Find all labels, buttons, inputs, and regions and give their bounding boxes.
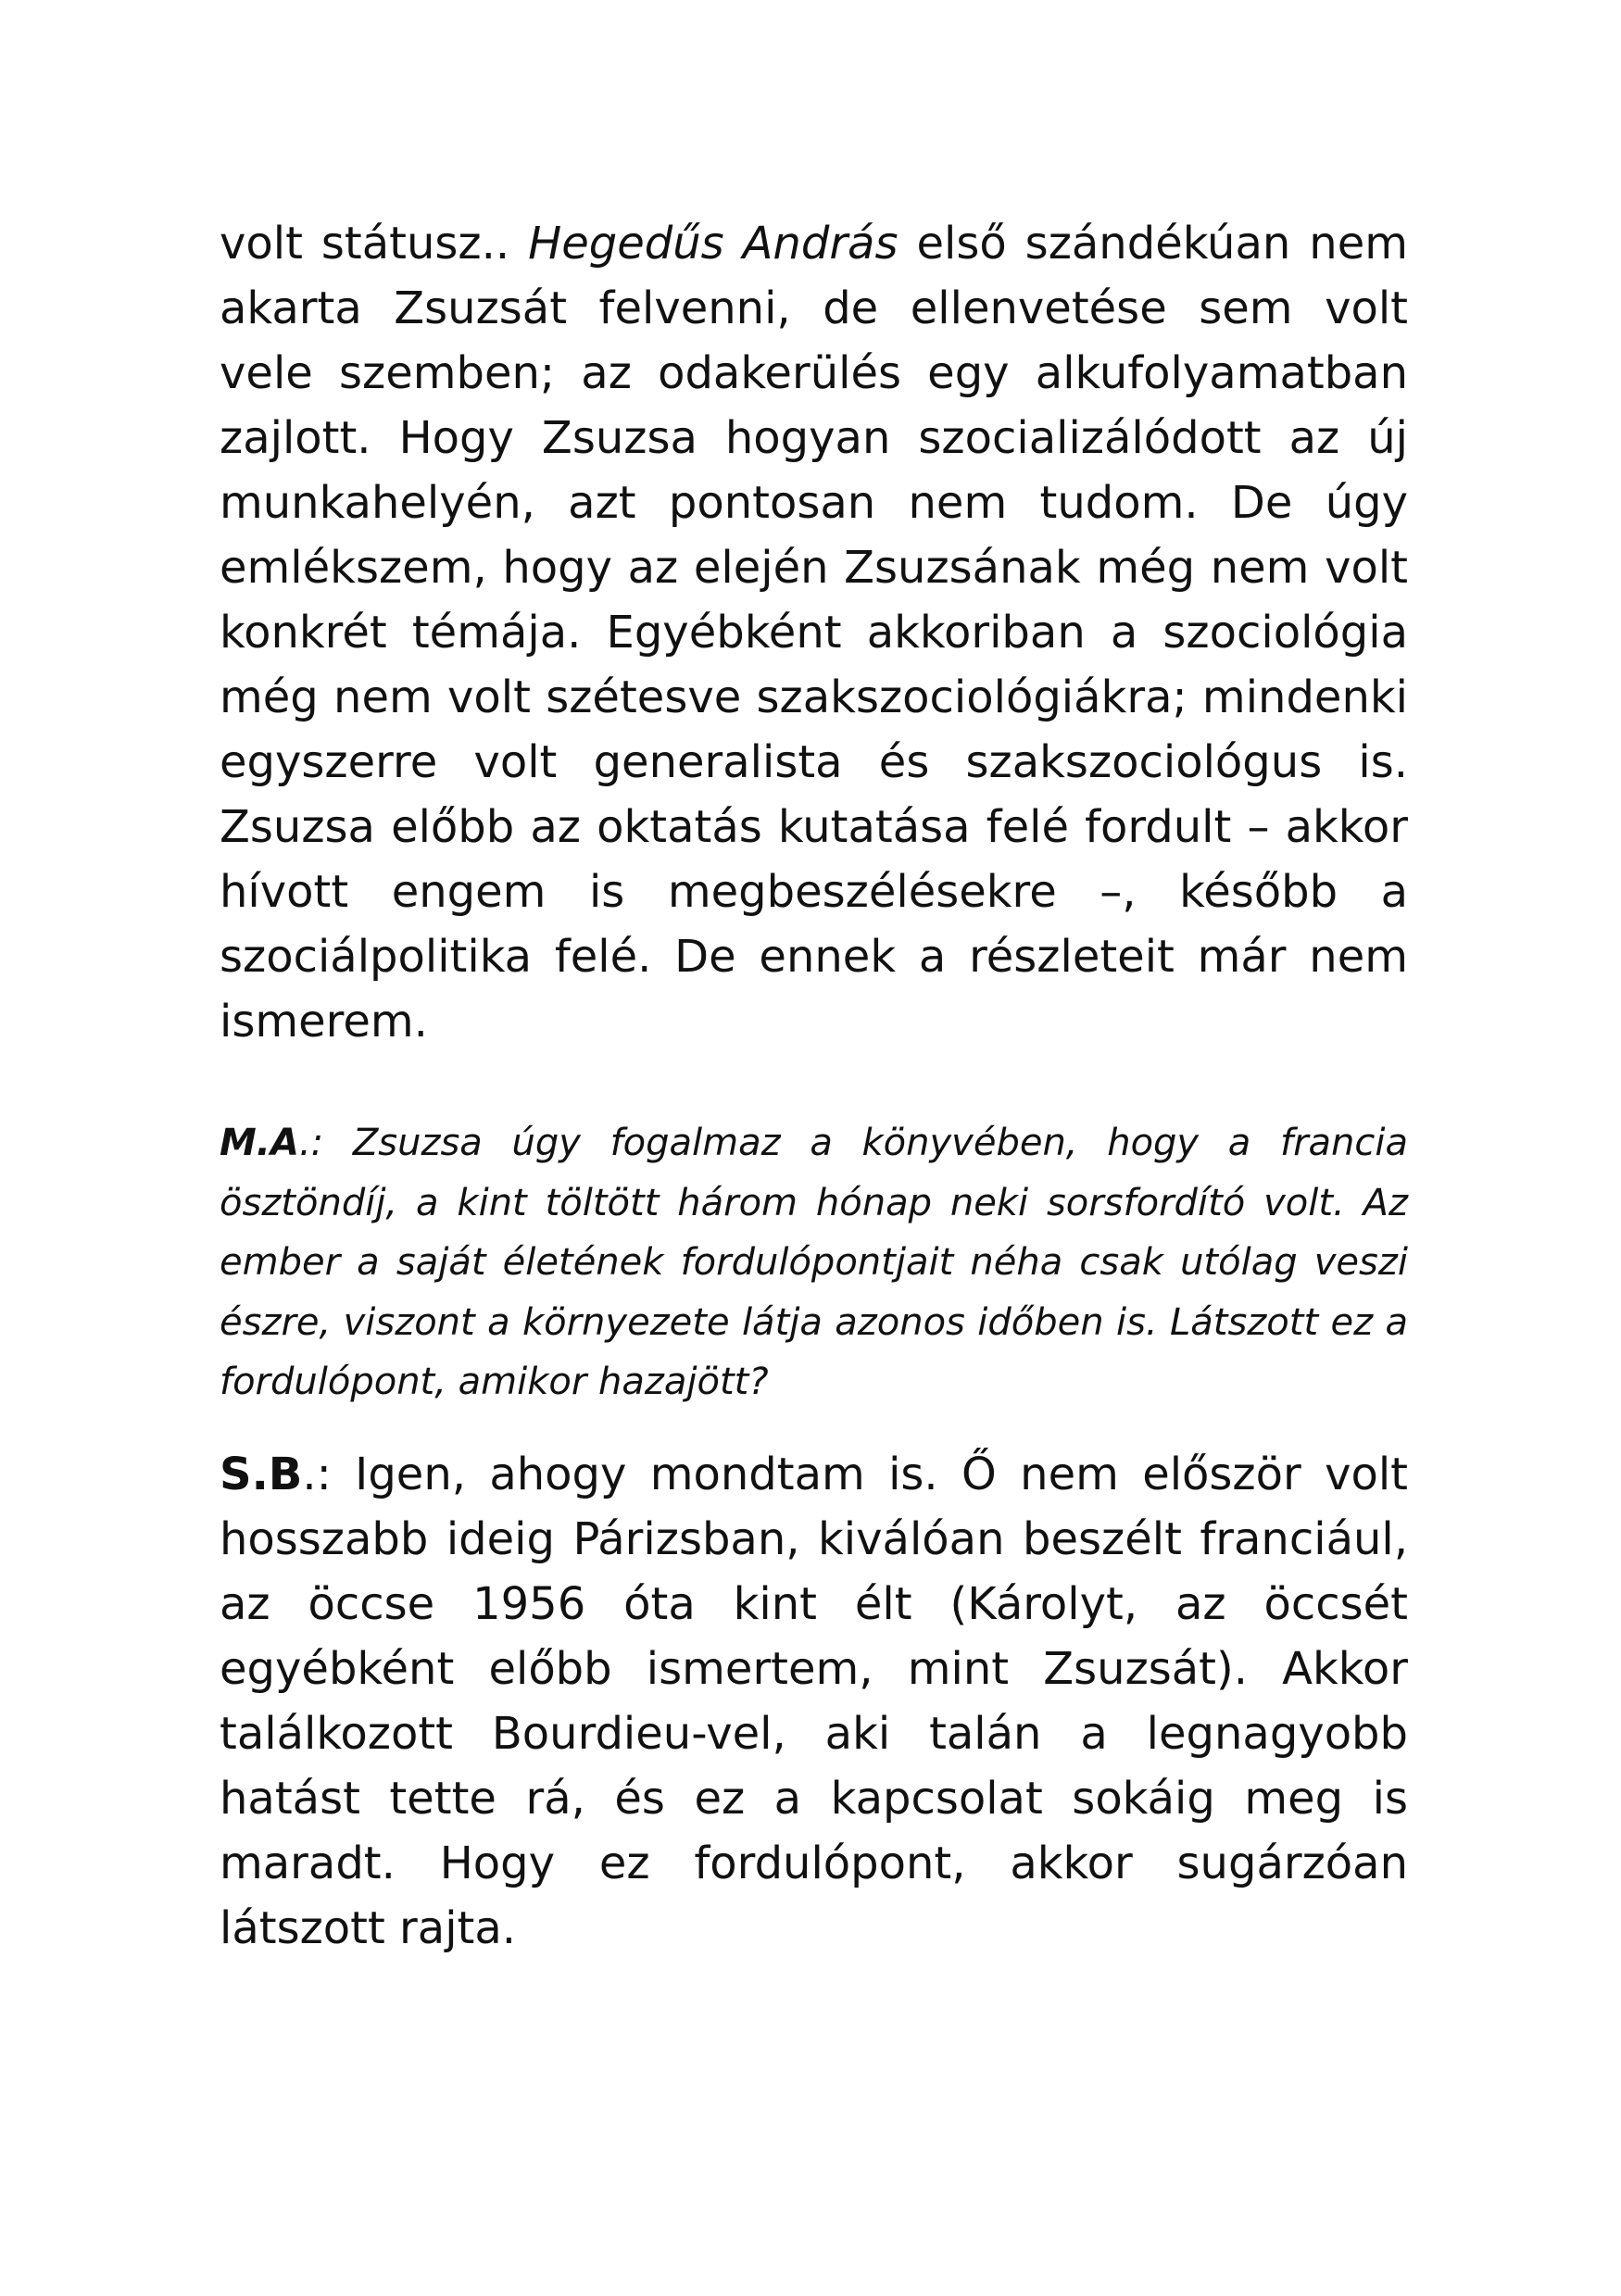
answer-text: .: Igen, ahogy mondtam is. Ő nem először volt hosszabb ideig Párizsban, kiválóan beszélt franciául, az öccse 1956 óta kint élt (Károlyt, az öccsét egyébként előbb ismertem, mint Zsuzsát). Akkor találkozott Bourdieu-vel, aki talán a legnagyobb hatást tette rá, és ez a kapcsolat sokáig meg is maradt. Hogy ez fordulópont, akkor sugárzóan látszott rajta.	[220, 1448, 1408, 1954]
question-text: .: Zsuzsa úgy fogalmaz a könyvében, hogy a francia ösztöndíj, a kint töltött három hónap neki sorsfordító volt. Az ember a saját életének fordulópontjait néha csak utólag veszi észre, viszont a környezete látja azonos időben is. Látszott ez a fordulópont, amikor hazajött?	[220, 1122, 1408, 1403]
document-page	[220, 211, 1408, 1961]
speaker-label-sb: S.B	[220, 1448, 303, 1500]
speaker-label-ma: M.A	[220, 1122, 299, 1164]
paragraph-text-rest: első szándékúan nem akarta Zsuzsát felvenni, de ellenvetése sem volt vele szemben; az odakerülés egy alkufolyamatban zajlott. Hogy Zsuzsa hogyan szocializálódott az új munkahelyén, azt pontosan nem tudom. De úgy emlékszem, hogy az elején Zsuzsának még nem volt konkrét témája. Egyébként akkoriban a szociológia még nem volt szétesve szakszociológiákra; mindenki egyszerre volt generalista és szakszociológus is. Zsuzsa előbb az oktatás kutatása felé fordult – akkor hívott engem is megbeszélésekre –, később a szociálpolitika felé. De ennek a részleteit már nem ismerem.	[220, 218, 1408, 1048]
interview-question	[220, 1113, 1408, 1412]
interview-answer	[220, 1442, 1408, 1961]
person-name: Hegedűs András	[528, 218, 898, 270]
paragraph-narrative	[220, 211, 1408, 1054]
paragraph-text-start: volt státusz..	[220, 218, 529, 270]
